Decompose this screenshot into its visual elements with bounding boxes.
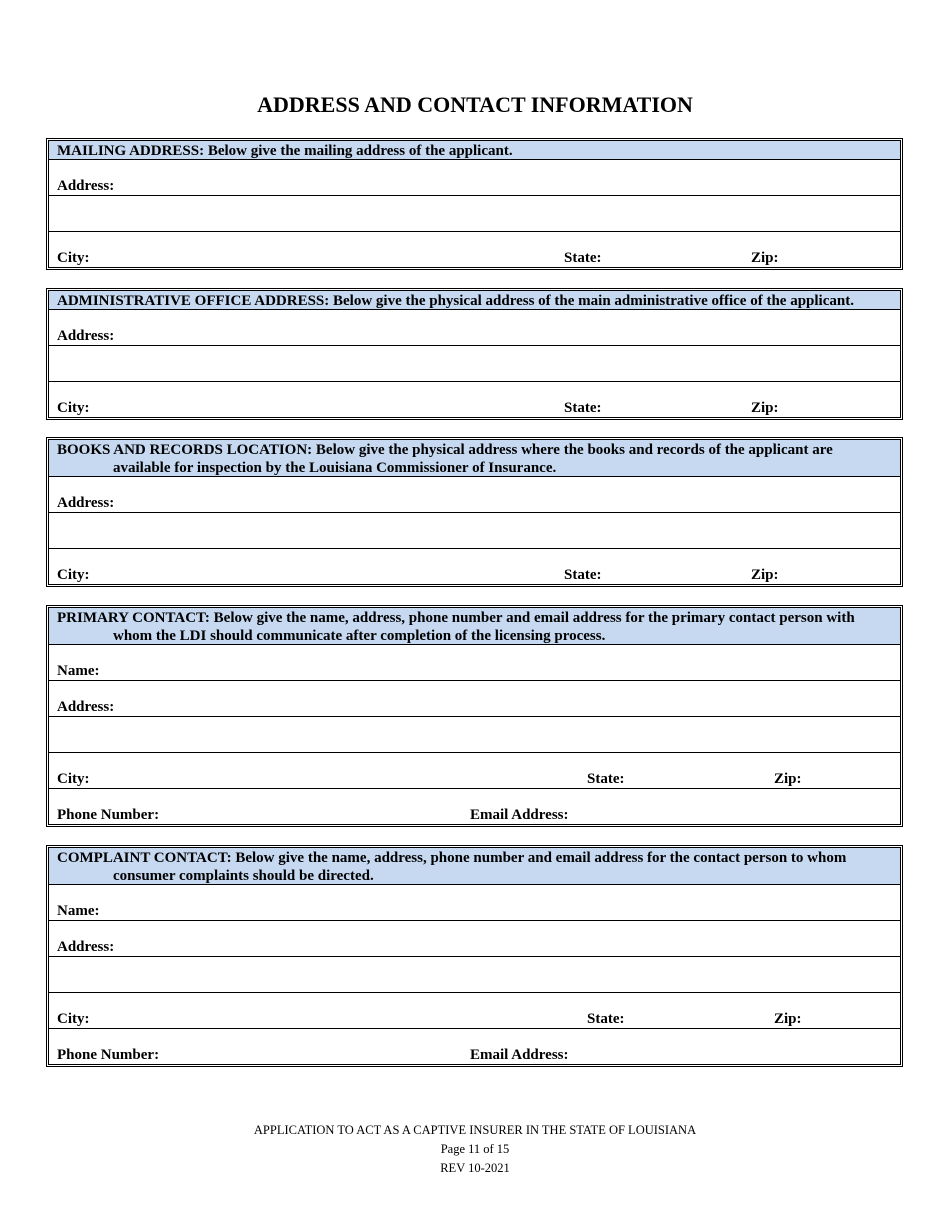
- page-title: ADDRESS AND CONTACT INFORMATION: [257, 92, 693, 117]
- books-address-field[interactable]: [49, 477, 900, 513]
- admin-office-section: [46, 288, 903, 420]
- admin-city-state-zip-row[interactable]: [49, 382, 900, 417]
- phone-label: Phone Number:: [57, 807, 160, 823]
- footer-application-title: APPLICATION TO ACT AS A CAPTIVE INSURER IN THE STATE OF LOUISIANA: [253, 1123, 697, 1137]
- complaint-phone-email-row[interactable]: [49, 1029, 900, 1064]
- books-records-section: [46, 437, 903, 587]
- footer-page-number: Page 11 of 15: [440, 1142, 510, 1156]
- city-label: City:: [57, 1011, 90, 1027]
- mailing-city-state-zip-row[interactable]: [49, 232, 900, 267]
- state-label: State:: [587, 771, 625, 787]
- primary-contact-section: [46, 605, 903, 827]
- admin-address-field[interactable]: [49, 310, 900, 346]
- primary-name-field[interactable]: [49, 645, 900, 681]
- admin-office-header: ADMINISTRATIVE OFFICE ADDRESS: Below give the physical address of the main administrative office of the applicant.: [49, 291, 900, 310]
- email-label: Email Address:: [470, 1047, 569, 1063]
- address-label: Address:: [57, 699, 115, 715]
- city-label: City:: [57, 250, 90, 266]
- primary-address-line2-field[interactable]: [49, 717, 900, 753]
- books-city-state-zip-row[interactable]: [49, 549, 900, 584]
- name-label: Name:: [57, 903, 100, 919]
- address-label: Address:: [57, 178, 115, 194]
- mailing-address-section: [46, 138, 903, 270]
- state-label: State:: [564, 400, 602, 416]
- primary-address-field[interactable]: [49, 681, 900, 717]
- state-label: State:: [587, 1011, 625, 1027]
- zip-label: Zip:: [751, 250, 779, 266]
- mailing-address-line2-field[interactable]: [49, 196, 900, 232]
- email-label: Email Address:: [470, 807, 569, 823]
- address-label: Address:: [57, 328, 115, 344]
- complaint-address-line2-field[interactable]: [49, 957, 900, 993]
- books-records-header: BOOKS AND RECORDS LOCATION: Below give the physical address where the books and records of the applicant are available for inspection by the Louisiana Commissioner of Insurance.: [49, 440, 900, 477]
- city-label: City:: [57, 771, 90, 787]
- address-label: Address:: [57, 495, 115, 511]
- complaint-name-field[interactable]: [49, 885, 900, 921]
- address-label: Address:: [57, 939, 115, 955]
- zip-label: Zip:: [774, 1011, 802, 1027]
- complaint-contact-section: [46, 845, 903, 1067]
- admin-address-line2-field[interactable]: [49, 346, 900, 382]
- zip-label: Zip:: [751, 400, 779, 416]
- mailing-address-header: MAILING ADDRESS: Below give the mailing address of the applicant.: [49, 141, 900, 160]
- name-label: Name:: [57, 663, 100, 679]
- primary-city-state-zip-row[interactable]: [49, 753, 900, 789]
- footer-revision: REV 10-2021: [440, 1161, 510, 1175]
- page-footer: [0, 1121, 950, 1178]
- zip-label: Zip:: [774, 771, 802, 787]
- complaint-address-field[interactable]: [49, 921, 900, 957]
- primary-contact-header: PRIMARY CONTACT: Below give the name, address, phone number and email address for the primary contact person with whom the LDI should communicate after completion of the licensing process.: [49, 608, 900, 645]
- phone-label: Phone Number:: [57, 1047, 160, 1063]
- primary-phone-email-row[interactable]: [49, 789, 900, 824]
- zip-label: Zip:: [751, 567, 779, 583]
- state-label: State:: [564, 567, 602, 583]
- mailing-address-field[interactable]: [49, 160, 900, 196]
- complaint-contact-header: COMPLAINT CONTACT: Below give the name, address, phone number and email address for the contact person to whom consumer complaints should be directed.: [49, 848, 900, 885]
- complaint-city-state-zip-row[interactable]: [49, 993, 900, 1029]
- city-label: City:: [57, 567, 90, 583]
- state-label: State:: [564, 250, 602, 266]
- books-address-line2-field[interactable]: [49, 513, 900, 549]
- city-label: City:: [57, 400, 90, 416]
